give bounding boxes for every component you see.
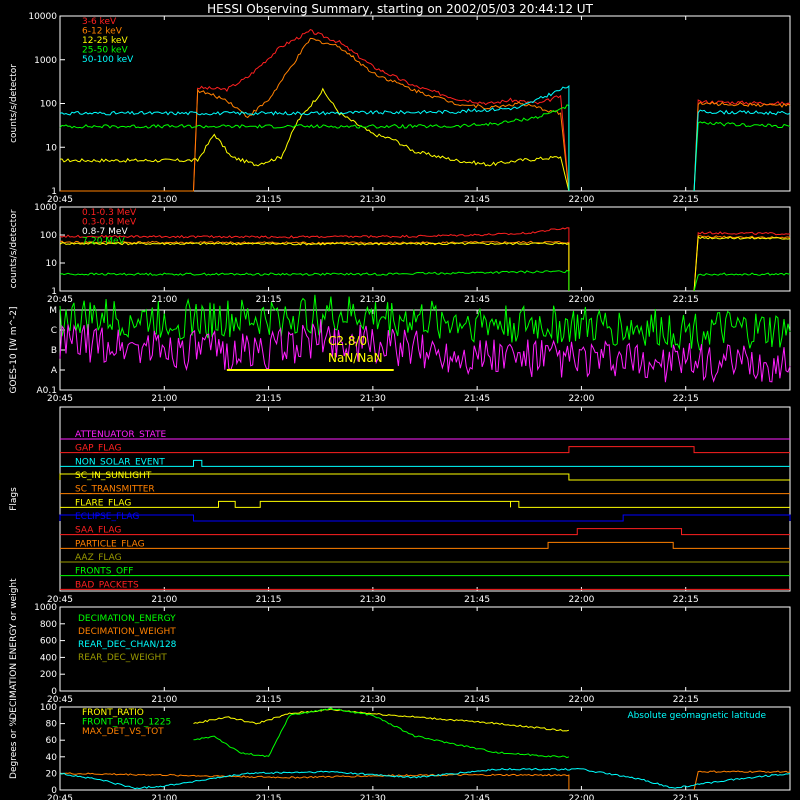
series-line [60,243,569,292]
y-tick-label: 800 [39,619,57,630]
x-tick-label: 21:30 [359,595,386,605]
x-tick-label: 21:00 [151,195,178,205]
y-tick-label: 20 [45,769,57,780]
series-line [60,773,569,790]
flag-label: BAD_PACKETS [75,580,139,591]
panel-panel3 [9,295,790,404]
x-tick-label: 21:30 [359,195,386,205]
x-tick-label: 21:15 [255,195,282,205]
x-tick-label: 22:00 [568,394,595,404]
flag-line [60,542,790,548]
legend-entry: 50-100 keV [82,55,134,65]
x-tick-label: 21:00 [151,295,178,305]
x-tick-label: 22:15 [672,295,699,305]
x-tick-label: 21:45 [464,695,491,705]
flag-line [60,474,790,480]
series-line [194,708,569,758]
x-tick-label: 21:45 [464,794,491,800]
flag-line [60,460,790,466]
legend-entry: 0.8-7 MeV [82,227,128,237]
series-line [60,89,569,191]
flag-label: GAP_FLAG [75,443,122,454]
series-line [194,709,569,731]
legend-entry: FRONT_RATIO [82,708,144,718]
axes-frame [60,407,790,591]
y-tick-label: 40 [45,752,57,763]
y-tick-label: 10 [45,143,57,154]
series-line [694,236,790,291]
y-axis-label: GOES-10 [W m^-2] [9,306,19,394]
x-tick-label: 20:45 [47,394,73,404]
series-line [694,100,790,191]
legend-entry: DECIMATION_WEIGHT [78,627,176,637]
y-tick-label: A [50,366,57,376]
panel-panel1 [9,12,790,205]
x-tick-label: 21:00 [151,394,178,404]
y-tick-label: 0 [51,786,57,796]
y-tick-label: 600 [39,636,57,647]
x-tick-label: 22:15 [672,794,699,800]
flag-label: SC_TRANSMITTER [75,484,155,495]
y-tick-label: 60 [45,736,57,747]
x-tick-label: 22:00 [568,794,595,800]
panels [9,12,790,800]
legend-entry: 7-20 MeV [82,236,125,247]
x-tick-label: 20:45 [47,695,73,705]
x-tick-label: 21:00 [151,595,178,605]
x-tick-label: 20:45 [47,295,73,305]
legend-entry: DECIMATION_ENERGY [78,614,176,624]
page-title: HESSI Observing Summary, starting on 2002/05/03 20:44:12 UT [207,2,593,16]
flag-line [60,529,790,535]
x-tick-label: 21:15 [255,794,282,800]
x-tick-label: 21:30 [359,394,386,404]
flag-line [60,447,790,453]
x-tick-label: 20:45 [47,195,73,205]
x-tick-label: 21:15 [255,394,282,404]
legend-entry: Absolute geomagnetic latitude [627,711,766,721]
flag-label: PARTICLE_FLAG [75,539,145,550]
series-line [694,122,790,191]
series-line [60,38,569,191]
x-tick-label: 22:15 [672,595,699,605]
y-tick-label: 1000 [34,203,57,213]
y-tick-label: C [50,326,57,336]
x-tick-label: 22:00 [568,695,595,705]
y-axis-label: Degrees or % [9,718,19,779]
flag-label: FLARE_FLAG [75,498,132,509]
series-line [694,232,790,291]
x-tick-label: 21:00 [151,695,178,705]
y-axis-label: Flags [9,487,19,511]
x-tick-label: 21:30 [359,295,386,305]
series-line [694,102,790,191]
legend-entry: REAR_DEC_CHAN/128 [78,640,177,650]
y-tick-label: 1 [51,287,57,297]
panel-panel6 [9,703,790,800]
x-tick-label: 21:30 [359,794,386,800]
series-line [60,228,569,291]
x-tick-label: 22:00 [568,195,595,205]
y-tick-label: B [50,346,57,356]
series-line [60,105,569,191]
y-tick-label: 400 [39,653,57,664]
series-line [60,30,569,191]
x-tick-label: 21:15 [255,695,282,705]
flag-label: NON_SOLAR_EVENT [75,457,165,468]
x-tick-label: 22:15 [672,695,699,705]
x-tick-label: 21:00 [151,794,178,800]
series-line [694,273,790,291]
y-axis-label: counts/s/detector [9,209,19,289]
series-line [694,237,790,291]
x-tick-label: 20:45 [47,794,73,800]
flag-label: ATTENUATOR_STATE [75,430,167,440]
axes-frame [60,16,790,191]
x-tick-label: 22:00 [568,595,595,605]
x-tick-label: 21:45 [464,295,491,305]
y-tick-label: 100 [39,99,57,110]
flag-label: FRONTS_OFF [75,566,134,577]
y-tick-label: 100 [39,231,57,241]
legend-entry: 3-6 keV [82,17,117,27]
y-tick-label: 1000 [34,603,57,613]
annotation-nan: NaN/NaN [328,351,383,365]
y-tick-label: 200 [39,670,57,681]
legend-entry: 0.1-0.3 MeV [82,208,137,218]
legend-entry: 12-25 keV [82,36,128,46]
series-line [694,771,790,790]
legend-entry: 0.3-0.8 MeV [82,217,137,228]
x-tick-label: 21:45 [464,195,491,205]
flag-label: AAZ_FLAG [75,553,122,563]
series-line [694,110,790,191]
x-tick-label: 21:30 [359,695,386,705]
series-line [60,768,790,788]
legend-entry: MAX_DET_VS_TOT [82,727,164,737]
x-tick-label: 22:15 [672,394,699,404]
series-line [60,241,569,291]
flag-line [60,515,790,521]
legend-entry: 6-12 keV [82,26,122,37]
y-tick-label: 0 [51,687,57,697]
y-tick-label: 100 [39,703,57,713]
x-tick-label: 21:45 [464,394,491,404]
x-tick-label: 22:15 [672,195,699,205]
legend-entry: 25-50 keV [82,45,128,56]
x-tick-label: 21:45 [464,595,491,605]
y-tick-label: 10000 [28,12,57,22]
y-tick-label: M [49,306,57,316]
y-axis-label: counts/s/detector [9,64,19,143]
x-tick-label: 21:15 [255,295,282,305]
flag-line [60,501,790,507]
y-tick-label: 1000 [34,55,57,66]
legend-entry: FRONT_RATIO_1225 [82,717,172,728]
legend-entry: REAR_DEC_WEIGHT [78,653,167,663]
axes-frame [60,207,790,291]
y-tick-label: A0.1 [36,386,57,396]
panel-panel2 [9,203,790,305]
series-line [60,319,790,382]
flag-label: ECLIPSE_FLAG [75,512,140,522]
annotation-flare-class: C2.8/0 [328,334,368,348]
panel-panel4 [9,407,790,605]
y-tick-label: 10 [45,259,57,269]
x-tick-label: 20:45 [47,595,73,605]
x-tick-label: 21:15 [255,595,282,605]
y-tick-label: 80 [45,719,57,730]
y-axis-label: DECIMATION ENERGY or weight [9,578,19,720]
flag-label: SC_IN_SUNLIGHT [75,471,152,481]
flag-label: SAA_FLAG [75,525,122,536]
series-line [60,270,569,291]
y-tick-label: 1 [51,187,57,197]
x-tick-label: 22:00 [568,295,595,305]
